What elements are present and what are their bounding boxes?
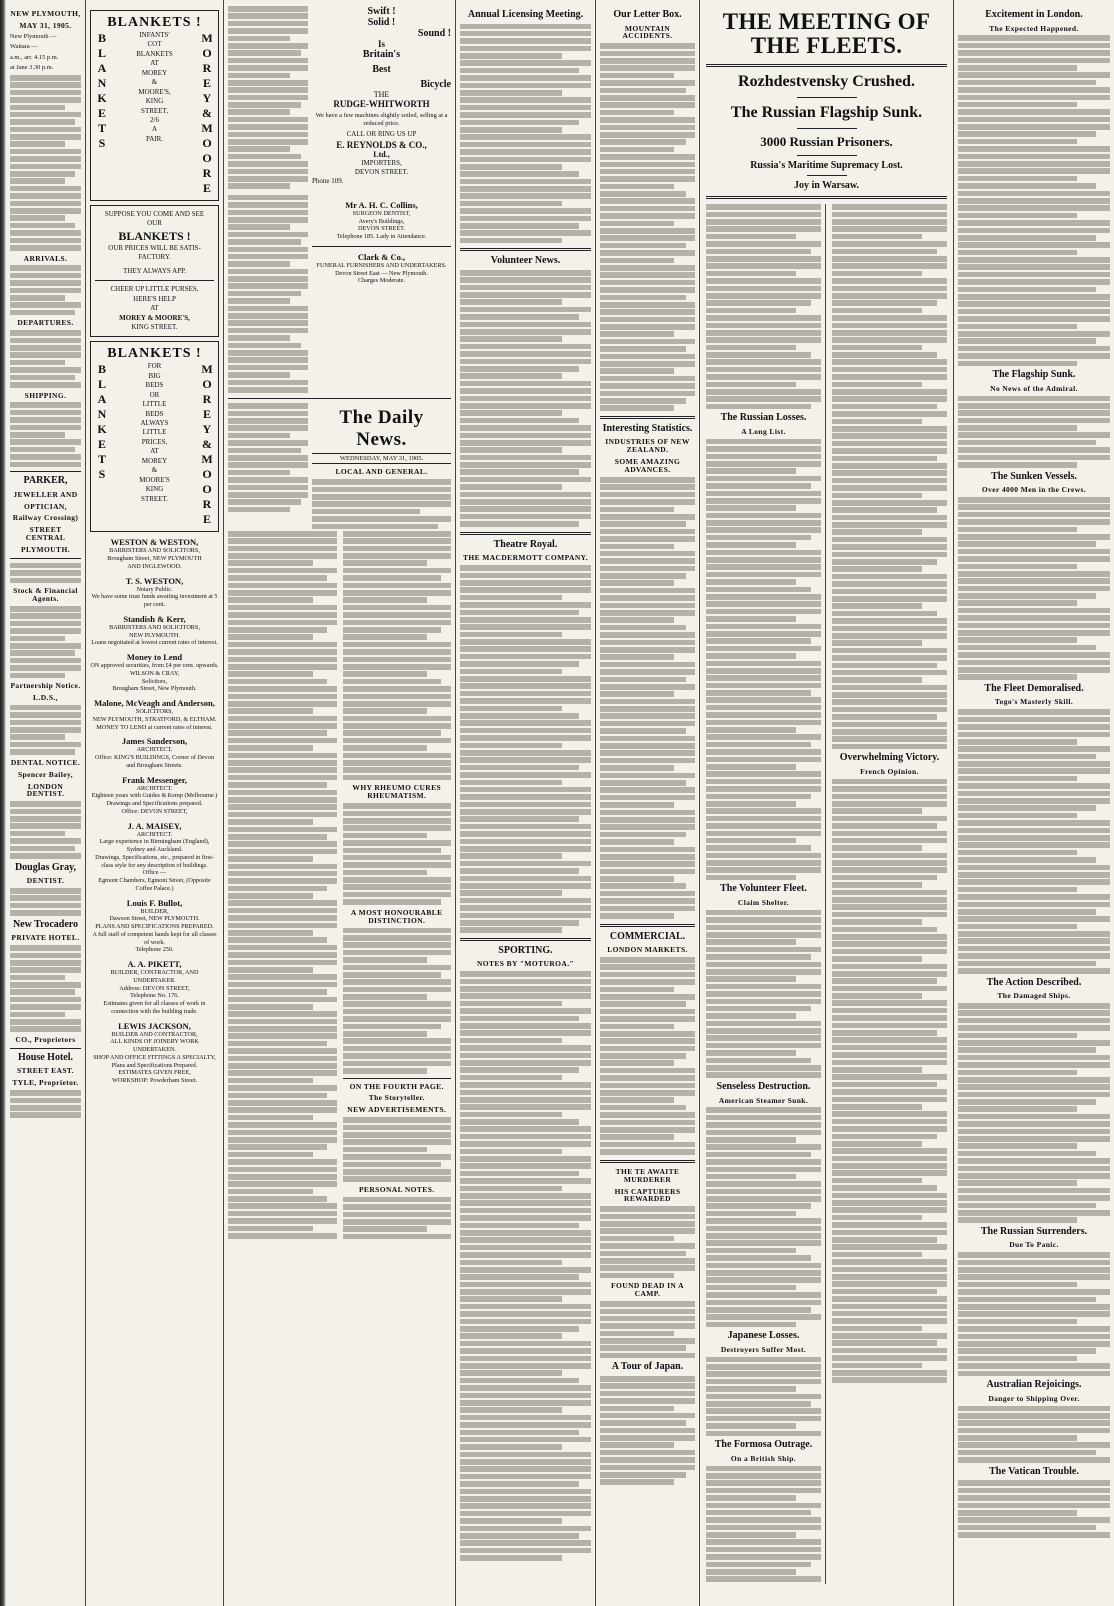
text-block bbox=[10, 705, 81, 755]
section-subheading: American Steamer Sunk. bbox=[718, 1095, 809, 1105]
section-heading: The Storyteller. bbox=[368, 1093, 425, 1103]
text-block bbox=[958, 497, 1110, 680]
section-heading: Excitement in London. bbox=[985, 9, 1083, 20]
text-block bbox=[600, 477, 695, 919]
text-block bbox=[460, 270, 591, 527]
text-block bbox=[460, 24, 591, 244]
blankets-ad-infants bbox=[90, 10, 219, 201]
text-block bbox=[958, 1480, 1110, 1537]
ad-name: Spencer Bailey, bbox=[17, 769, 74, 779]
section-heading: Annual Licensing Meeting. bbox=[467, 9, 584, 20]
vertical-word-right: M O R E Y & M O O R E bbox=[201, 362, 213, 527]
text-block bbox=[343, 1197, 452, 1240]
section-heading: The Action Described. bbox=[986, 976, 1082, 988]
section-heading: THE TE AWAITE MURDERER bbox=[615, 1166, 680, 1184]
card-maisey: J. A. MAISEY, ARCHITECT. Large experience in Birmingham (England), Sydney and Auckland. Drawings, Specifications, etc., prepared in first-class style for any description of buildings. Office — Egmont Chambers, Egmont Street, (Opposite Coffee Palace.) bbox=[95, 820, 214, 892]
section-subheading: HIS CAPTURERS REWARDED bbox=[614, 1186, 681, 1204]
section-heading: SPORTING. bbox=[498, 944, 553, 956]
section-heading: SHIPPING. bbox=[24, 390, 67, 400]
text-block bbox=[10, 75, 81, 251]
section-heading: Theatre Royal. bbox=[493, 538, 558, 550]
text-block bbox=[706, 439, 821, 881]
text-block bbox=[10, 1090, 81, 1118]
section-heading: Japanese Losses. bbox=[727, 1330, 800, 1342]
section-heading: Volunteer News. bbox=[490, 255, 561, 267]
section-heading: PERSONAL NOTES. bbox=[358, 1184, 435, 1194]
text-block bbox=[312, 479, 451, 529]
section-heading: The Fleet Demoralised. bbox=[984, 682, 1084, 694]
section-heading: Partnership Notice. bbox=[10, 681, 81, 691]
headline-sub: The Russian Flagship Sunk. bbox=[730, 104, 923, 122]
column-licensing-sport bbox=[456, 0, 596, 1606]
section-heading: Stock & Financial Agents. bbox=[13, 586, 78, 604]
card-pikett: A. A. PIKETT, BUILDER, CONTRACTOR, AND UNDERTAKER. Address: DEVON STREET, Telephone No. 176. Estimates given for all classes of work in connection with the building trade. bbox=[103, 959, 206, 1015]
ad-line: PRIVATE HOTEL. bbox=[11, 933, 80, 943]
card-messenger: Frank Messenger, ARCHITECT. Eighteen years with Guides & Kemp (Melbourne.) Drawings and Specifications prepared. Office: DEVON STREET, bbox=[91, 774, 218, 815]
section-subheading: Over 4000 Men in the Crews. bbox=[981, 485, 1087, 495]
text-block bbox=[460, 971, 591, 1560]
text-line: at Jane 3.30 p.m. bbox=[10, 64, 54, 72]
section-heading: WHY RHEUMO CURES RHEUMATISM. bbox=[352, 783, 442, 801]
masthead: The Daily News. bbox=[339, 407, 424, 451]
column-snippet bbox=[228, 6, 308, 191]
card-sanderson: James Sanderson, ARCHITECT. Office: KING'S BUILDINGS, Corner of Devon and Brougham Streets. bbox=[95, 736, 214, 769]
card-malone: Malone, McVeagh and Anderson, SOLICITORS, NEW PLYMOUTH, STRATFORD, & ELTHAM. MONEY TO LEND at current rates of interest. bbox=[92, 698, 217, 731]
section-subheading: The Expected Happened. bbox=[989, 23, 1079, 33]
shipping-date: MAY 31, 1905. bbox=[19, 20, 72, 30]
card-collins: Mr A. H. C. Collins, SURGEON DENTIST, Avery's Buildings, DEVON STREET. Telephone 185. Lady in Attendance. bbox=[336, 199, 427, 241]
ad-line: TYLE, Proprietor. bbox=[12, 1078, 79, 1088]
section-subheading: Togo's Masterly Skill. bbox=[994, 697, 1074, 707]
section-heading: The Russian Surrenders. bbox=[980, 1225, 1088, 1237]
text-block bbox=[10, 801, 81, 858]
text-block bbox=[343, 928, 452, 1074]
text-line: Waitara — bbox=[10, 43, 38, 51]
column-snippet bbox=[228, 403, 308, 531]
section-subheading: NOTES BY "MOTUROA." bbox=[476, 959, 575, 969]
ad-line: OPTICIAN, bbox=[24, 501, 67, 511]
section-subheading: No News of the Admiral. bbox=[990, 383, 1078, 393]
card-ts-weston: T. S. WESTON, Notary Public. We have some trust funds awaiting investment at 5 per cent. bbox=[91, 575, 218, 609]
text-block bbox=[706, 1466, 821, 1582]
section-subheading: SOME AMAZING ADVANCES. bbox=[614, 457, 681, 475]
text-line: a.m., arr. 4.15 p.m. bbox=[10, 53, 59, 61]
text-block bbox=[706, 910, 821, 1078]
section-heading: The Russian Losses. bbox=[720, 412, 807, 424]
ad-line: DENTIST. bbox=[26, 876, 65, 886]
ad-name: House Hotel. bbox=[18, 1051, 73, 1063]
text-block bbox=[958, 1003, 1110, 1223]
text-block bbox=[10, 945, 81, 1032]
shipping-dateline: NEW PLYMOUTH, bbox=[10, 9, 81, 18]
card-jackson: LEWIS JACKSON, BUILDER AND CONTRACTOR, ALL KINDS OF JOINERY WORK UNDERTAKEN. SHOP AND OFFICE FITTINGS A SPECIALTY, Plans and Specifications Prepared. ESTIMATES GIVEN FREE, WORKSHOP: Powderham Street. bbox=[93, 1020, 216, 1085]
page-margin-shadow bbox=[0, 0, 6, 1606]
section-heading: Senseless Destruction. bbox=[716, 1081, 811, 1092]
section-subheading: French Opinion. bbox=[860, 766, 919, 776]
blankets-ad-beds bbox=[90, 341, 219, 532]
ad-title: BLANKETS ! bbox=[107, 15, 202, 30]
card-standish-kerr: Standish & Kerr, BARRISTERS AND SOLICITORS, NEW PLYMOUTH. Loans negotiated at lowest current rates of interest. bbox=[91, 613, 218, 647]
bicycle-ad: Swift ! Solid ! Sound ! Is Britain's Best Bicycle THE RUDGE-WHITWORTH We have a few machines slightly soiled, selling at a reduced price. CALL OR RING US UP E. REYNOLDS & CO., Ltd., IMPORTERS, DEVON STREET. Phone 109. bbox=[312, 6, 451, 186]
headline-sub: Rozhdestvensky Crushed. bbox=[738, 73, 915, 91]
professional-cards bbox=[90, 537, 219, 1085]
ad-line: PLYMOUTH. bbox=[21, 545, 70, 554]
section-subheading: On a British Ship. bbox=[730, 1453, 797, 1463]
section-heading: LOCAL AND GENERAL. bbox=[335, 467, 428, 477]
column-letters-statistics bbox=[596, 0, 700, 1606]
section-heading: Overwhelming Victory. bbox=[839, 752, 940, 764]
section-heading: FOUND DEAD IN A CAMP. bbox=[611, 1281, 684, 1299]
text-block bbox=[958, 709, 1110, 973]
text-block bbox=[832, 779, 947, 1383]
section-heading: DENTAL NOTICE. bbox=[10, 757, 81, 767]
card-clark: Clark & Co., FUNERAL FURNISHERS AND UNDERTAKERS. Devon Street East — New Plymouth. Charges Moderate. bbox=[316, 251, 447, 285]
section-heading: Our Letter Box. bbox=[613, 9, 682, 20]
section-subheading: LONDON MARKETS. bbox=[607, 945, 688, 955]
ad-name: New Trocadero bbox=[12, 918, 79, 930]
text-block bbox=[600, 1376, 695, 1485]
section-heading: L.D.S., bbox=[33, 692, 58, 702]
section-heading: ON THE FOURTH PAGE. bbox=[349, 1081, 444, 1091]
text-block bbox=[10, 563, 81, 583]
text-block bbox=[10, 402, 81, 467]
ad-line: LONDON DENTIST. bbox=[26, 781, 65, 799]
ad-name: PARKER, bbox=[23, 475, 68, 487]
section-heading: COMMERCIAL. bbox=[609, 930, 686, 942]
text-block bbox=[10, 330, 81, 387]
text-block bbox=[10, 265, 81, 315]
text-block bbox=[958, 1252, 1110, 1376]
ad-line: CO., Proprietors bbox=[15, 1035, 76, 1045]
section-subheading: MOUNTAIN ACCIDENTS. bbox=[622, 23, 673, 41]
text-block bbox=[10, 888, 81, 916]
section-subheading: INDUSTRIES OF NEW ZEALAND. bbox=[605, 437, 690, 455]
ad-line: JEWELLER AND bbox=[13, 489, 78, 499]
section-subheading: THE MACDERMOTT COMPANY. bbox=[462, 553, 589, 563]
column-shipping bbox=[0, 0, 86, 1606]
column-fleets bbox=[700, 0, 954, 1606]
section-heading: The Formosa Outrage. bbox=[714, 1439, 813, 1451]
text-block bbox=[460, 565, 591, 933]
section-subheading: Claim Shelter. bbox=[737, 897, 790, 907]
text-block bbox=[832, 204, 947, 749]
section-heading: The Flagship Sunk. bbox=[992, 369, 1076, 381]
section-heading: The Sunken Vessels. bbox=[991, 470, 1077, 482]
headline-sub: Russia's Maritime Supremacy Lost. bbox=[750, 160, 903, 172]
section-heading: The Volunteer Fleet. bbox=[720, 883, 807, 895]
text-block bbox=[600, 957, 695, 1155]
ad-body: INFANTS' COT BLANKETS AT MOREY & MOORE'S, KING STREET, 2/6 A PAIR. bbox=[136, 31, 173, 143]
vertical-word-left: B L A N K E T S bbox=[97, 362, 107, 482]
text-line: New Plymouth — bbox=[10, 32, 57, 40]
column-snippet bbox=[228, 195, 308, 395]
section-subheading: Destroyers Suffer Most. bbox=[720, 1344, 807, 1354]
section-heading: ARRIVALS. bbox=[23, 253, 68, 263]
text-block bbox=[958, 396, 1110, 468]
text-block bbox=[706, 1107, 821, 1327]
main-headline: THE MEETING OF THE FLEETS. bbox=[722, 9, 931, 59]
card-weston: WESTON & WESTON, BARRISTERS AND SOLICITORS, Brougham Street, NEW PLYMOUTH AND INGLEWOOD. bbox=[107, 537, 202, 570]
section-heading: A MOST HONOURABLE DISTINCTION. bbox=[350, 907, 443, 925]
text-block bbox=[10, 606, 81, 678]
column-excitement-london bbox=[954, 0, 1114, 1606]
card-money-to-lend: Money to Lend ON approved securities, from £4 per cent. upwards. WILSON & CRAY, Solicitors, Brougham Street, New Plymouth. bbox=[90, 652, 219, 693]
text-block bbox=[958, 35, 1110, 366]
text-block bbox=[343, 531, 452, 780]
section-subheading: Danger to Shipping Over. bbox=[988, 1393, 1080, 1403]
headline-sub: 3000 Russian Prisoners. bbox=[760, 134, 893, 150]
blankets-ad-prices: SUPPOSE YOU COME AND SEE OUR BLANKETS ! OUR PRICES WILL BE SATIS- FACTORY. THEY ALWAYS APP. CHEER UP LITTLE PURSES, HERE'S HELP AT MOREY & MOORE'S, KING STREET. bbox=[90, 205, 219, 337]
ad-body: FOR BIG BEDS OR LITTLE BEDS ALWAYS LITTLE PRICES, AT MOREY & MOORE'S KING STREET. bbox=[139, 362, 170, 503]
text-block bbox=[343, 1117, 452, 1182]
section-heading: Interesting Statistics. bbox=[602, 422, 693, 434]
text-block bbox=[600, 1301, 695, 1358]
section-subheading: Due To Panic. bbox=[1009, 1240, 1059, 1250]
column-local-news bbox=[224, 0, 456, 1606]
section-heading: A Tour of Japan. bbox=[611, 1361, 684, 1373]
headline-sub: Joy in Warsaw. bbox=[793, 180, 860, 192]
vertical-word-left: B L A N K E T S bbox=[97, 31, 107, 150]
vertical-word-right: M O R E Y & M O O R E bbox=[201, 31, 213, 195]
issue-date: WEDNESDAY, MAY 31, 1905. bbox=[312, 453, 451, 464]
ad-name: Douglas Gray, bbox=[14, 861, 77, 873]
ad-title: BLANKETS ! bbox=[107, 346, 202, 362]
ad-line: Railway Crossing) bbox=[12, 513, 79, 523]
text-block bbox=[343, 803, 452, 905]
section-heading: Australian Rejoicings. bbox=[986, 1379, 1082, 1391]
card-bullot: Louis F. Bullot, BUILDER, Dawson Street, NEW PLYMOUTH. PLANS AND SPECIFICATIONS PREPARED. A full staff of competent hands kept for all classes of work. Telephone 250. bbox=[92, 897, 217, 954]
section-heading: DEPARTURES. bbox=[17, 318, 74, 328]
section-subheading: The Damaged Ships. bbox=[997, 991, 1071, 1001]
section-subheading: A Long List. bbox=[741, 426, 786, 436]
section-heading: NEW ADVERTISEMENTS. bbox=[347, 1105, 447, 1115]
text-block bbox=[706, 1357, 821, 1437]
text-block bbox=[706, 204, 821, 409]
column-advertisements bbox=[86, 0, 224, 1606]
text-block bbox=[600, 43, 695, 411]
ad-line: STREET CENTRAL bbox=[25, 525, 66, 543]
ad-line: STREET EAST. bbox=[16, 1066, 75, 1076]
text-block bbox=[228, 531, 337, 1241]
section-heading: The Vatican Trouble. bbox=[989, 1465, 1079, 1477]
text-block bbox=[958, 1406, 1110, 1463]
text-block bbox=[600, 1206, 695, 1278]
